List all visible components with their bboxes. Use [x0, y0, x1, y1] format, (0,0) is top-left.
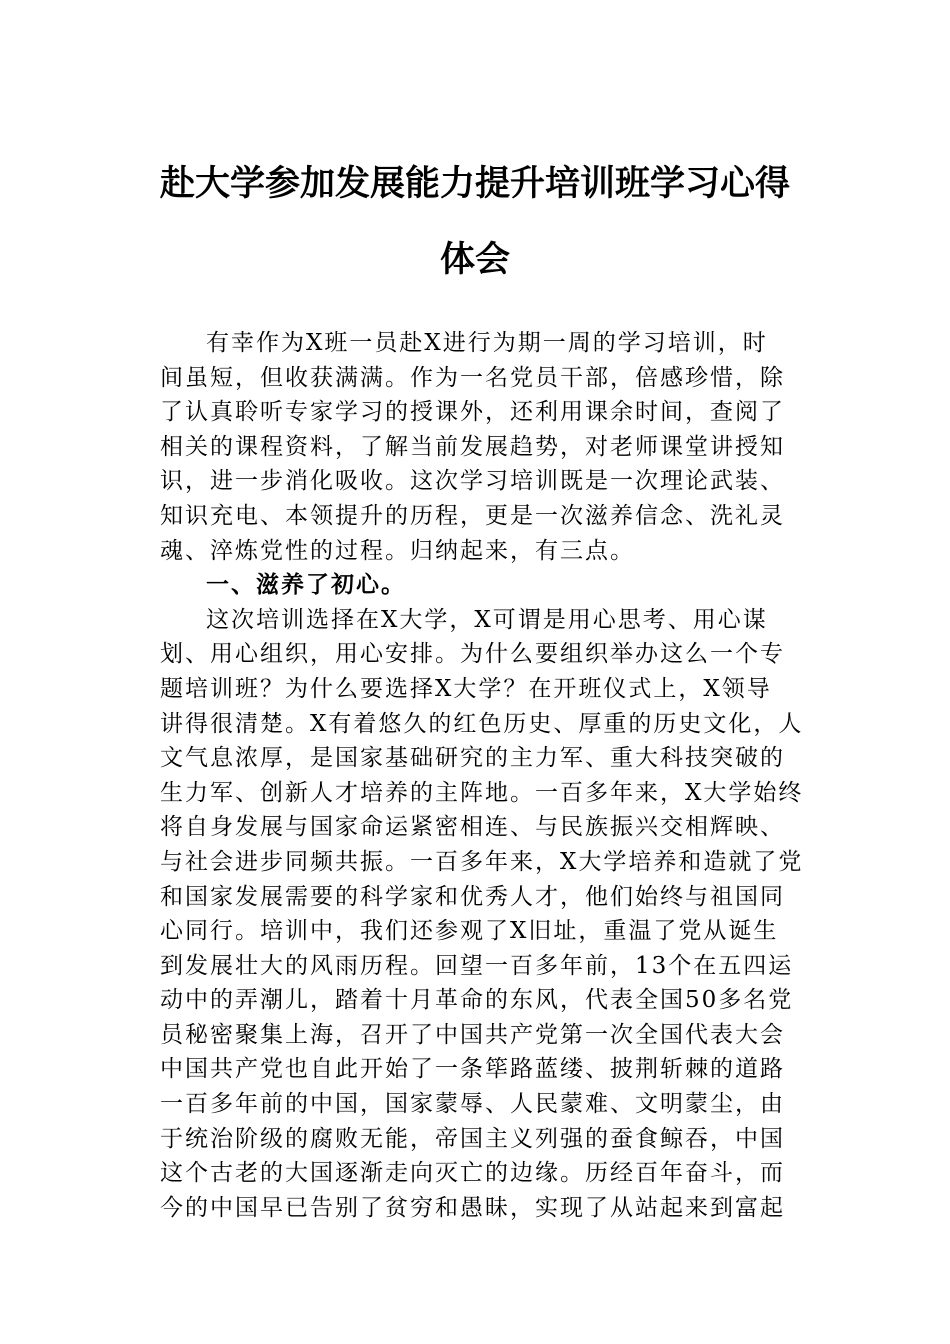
- paragraph-line: 划、用心组织，用心安排。为什么要组织举办这么一个专: [160, 641, 785, 668]
- paragraph-line: 相关的课程资料，了解当前发展趋势，对老师课堂讲授知: [160, 433, 785, 460]
- paragraph-intro: [160, 326, 805, 568]
- paragraph-line: 有幸作为X班一员赴X进行为期一周的学习培训，时: [206, 330, 768, 356]
- paragraph-line: 心同行。培训中，我们还参观了X旧址，重温了党从诞生: [160, 918, 779, 945]
- paragraph-line: 动中的弄潮儿，踏着十月革命的东风，代表全国50多名党: [160, 987, 794, 1014]
- section-heading-text: 一、滋养了初心。: [206, 572, 406, 599]
- paragraph-line: 到发展壮大的风雨历程。回望一百多年前，13个在五四运: [160, 952, 794, 979]
- paragraph-line: 题培训班？为什么要选择X大学？在开班仪式上，X领导: [160, 675, 772, 702]
- document-title-line-2: 体会: [439, 239, 510, 280]
- paragraph-section-1: [160, 603, 805, 1226]
- document-title-line-1: 赴大学参加发展能力提升培训班学习心得: [159, 163, 790, 204]
- document-body: [160, 326, 805, 1225]
- paragraph-line: 识，进一步消化吸收。这次学习培训既是一次理论武装、: [160, 468, 785, 495]
- paragraph-line: 中国共产党也自此开始了一条筚路蓝缕、披荆斩棘的道路: [160, 1056, 785, 1083]
- paragraph-line: 了认真聆听专家学习的授课外，还利用课余时间，查阅了: [160, 399, 785, 426]
- paragraph-line: 于统治阶级的腐败无能，帝国主义列强的蚕食鲸吞，中国: [160, 1125, 785, 1152]
- paragraph-line: 讲得很清楚。X有着悠久的红色历史、厚重的历史文化，人: [160, 710, 804, 737]
- paragraph-line: 生力军、创新人才培养的主阵地。一百多年来，X大学始终: [160, 779, 804, 806]
- section-heading-1: [160, 568, 805, 603]
- paragraph-line: 魂、淬炼党性的过程。归纳起来，有三点。: [160, 537, 635, 564]
- paragraph-line: 知识充电、本领提升的历程，更是一次滋养信念、洗礼灵: [160, 502, 785, 529]
- paragraph-line: 将自身发展与国家命运紧密相连、与民族振兴交相辉映、: [160, 814, 785, 841]
- paragraph-line: 与社会进步同频共振。一百多年来，X大学培养和造就了党: [160, 848, 804, 875]
- paragraph-line: 文气息浓厚，是国家基础研究的主力军、重大科技突破的: [160, 745, 785, 772]
- paragraph-line: 这次培训选择在X大学，X可谓是用心思考、用心谋: [206, 606, 768, 633]
- paragraph-line: 这个古老的大国逐渐走向灭亡的边缘。历经百年奋斗，而: [160, 1160, 785, 1187]
- paragraph-line: 和国家发展需要的科学家和优秀人才，他们始终与祖国同: [160, 883, 785, 910]
- paragraph-line: 一百多年前的中国，国家蒙辱、人民蒙难、文明蒙尘，由: [160, 1091, 785, 1118]
- paragraph-line: 员秘密聚集上海，召开了中国共产党第一次全国代表大会: [160, 1021, 785, 1048]
- paragraph-line: 今的中国早已告别了贫穷和愚昧，实现了从站起来到富起: [160, 1194, 785, 1221]
- paragraph-line: 间虽短，但收获满满。作为一名党员干部，倍感珍惜，除: [160, 364, 785, 391]
